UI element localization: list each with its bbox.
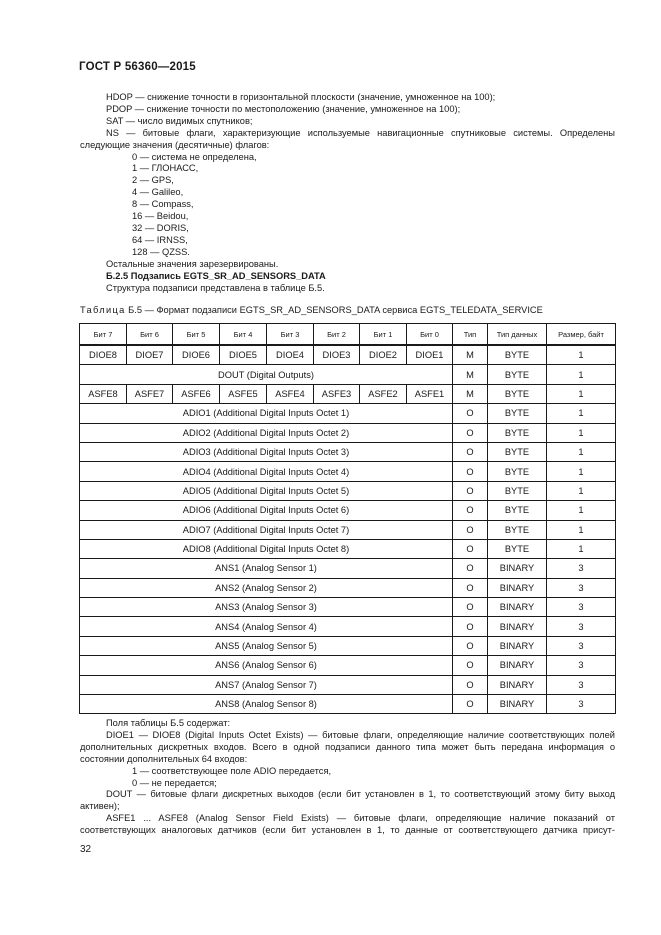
header-cell: Тип данных <box>488 324 547 346</box>
pdop-definition: PDOP — снижение точности по местоположению (значение, умноженное на 100); <box>106 103 461 114</box>
size-cell: 1 <box>547 539 616 558</box>
data-type-cell: BINARY <box>488 695 547 714</box>
bit-cell: ASFE4 <box>267 384 314 403</box>
table-row <box>80 636 616 655</box>
data-type-cell: BYTE <box>488 345 547 365</box>
size-cell: 1 <box>547 423 616 442</box>
table-row <box>80 675 616 694</box>
fields-description <box>80 718 615 837</box>
flag-value-item: 2 — GPS, <box>132 175 174 186</box>
field-cell: ANS2 (Analog Sensor 2) <box>80 578 453 597</box>
data-type-cell: BYTE <box>488 501 547 520</box>
section-heading: Б.2.5 Подзапись EGTS_SR_AD_SENSORS_DATA <box>106 270 326 281</box>
size-cell: 3 <box>547 617 616 636</box>
field-cell: ANS1 (Analog Sensor 1) <box>80 559 453 578</box>
table-row <box>80 404 616 423</box>
dioe-definition: DIOE1 — DIOE8 (Digital Inputs Octet Exists) — битовые флаги, определяющие наличие соответствующих полей дополнительных дискретных входов. Всего в одной подзаписи данного типа может быть передана информация о состоянии дополнительных 64 входов: <box>80 729 615 764</box>
dout-definition: DOUT — битовые флаги дискретных выходов (если бит установлен в 1, то соответствующий этому биту выход активен); <box>80 789 615 812</box>
flag-value-item: 4 — Galileo, <box>132 187 184 198</box>
type-cell: O <box>453 462 488 481</box>
data-type-cell: BINARY <box>488 617 547 636</box>
table-row <box>80 442 616 461</box>
bit-cell: ASFE7 <box>127 384 173 403</box>
type-cell: O <box>453 404 488 423</box>
flag-value-item: 16 — Beidou, <box>132 211 189 222</box>
header-cell: Бит 2 <box>314 324 360 346</box>
data-type-cell: BYTE <box>488 462 547 481</box>
bit-cell: DIOE7 <box>127 345 173 365</box>
header-cell: Бит 0 <box>407 324 453 346</box>
table-caption-prefix: Таблица <box>80 305 126 315</box>
type-cell: O <box>453 675 488 694</box>
bit-cell: DIOE8 <box>80 345 127 365</box>
type-cell: O <box>453 559 488 578</box>
data-type-cell: BYTE <box>488 384 547 403</box>
data-type-cell: BINARY <box>488 559 547 578</box>
header-cell: Тип <box>453 324 488 346</box>
size-cell: 1 <box>547 442 616 461</box>
type-cell: O <box>453 481 488 500</box>
header-cell: Бит 3 <box>267 324 314 346</box>
field-cell: ANS3 (Analog Sensor 3) <box>80 598 453 617</box>
field-cell: ANS8 (Analog Sensor 8) <box>80 695 453 714</box>
table-row <box>80 501 616 520</box>
size-cell: 1 <box>547 520 616 539</box>
intro-block <box>80 92 615 294</box>
table-header-row <box>80 324 616 346</box>
data-type-cell: BINARY <box>488 578 547 597</box>
type-cell: O <box>453 656 488 675</box>
header-cell: Бит 6 <box>127 324 173 346</box>
type-cell: O <box>453 442 488 461</box>
document-header: ГОСТ Р 56360—2015 <box>79 61 196 73</box>
table-caption <box>80 305 543 315</box>
type-cell: O <box>453 617 488 636</box>
size-cell: 3 <box>547 695 616 714</box>
field-cell: ADIO8 (Additional Digital Inputs Octet 8) <box>80 539 453 558</box>
data-type-cell: BINARY <box>488 598 547 617</box>
data-type-cell: BINARY <box>488 675 547 694</box>
flag-value-item: 1 — ГЛОНАСС, <box>132 163 199 174</box>
reserved-note: Остальные значения зарезервированы. <box>106 258 279 269</box>
field-cell: DOUT (Digital Outputs) <box>80 365 453 384</box>
field-cell: ADIO2 (Additional Digital Inputs Octet 2) <box>80 423 453 442</box>
data-type-cell: BYTE <box>488 442 547 461</box>
size-cell: 1 <box>547 481 616 500</box>
table-row <box>80 617 616 636</box>
bit-cell: ASFE8 <box>80 384 127 403</box>
field-cell: ADIO1 (Additional Digital Inputs Octet 1) <box>80 404 453 423</box>
subrecord-format-table <box>79 323 616 714</box>
size-cell: 1 <box>547 365 616 384</box>
bit-cell: ASFE5 <box>220 384 267 403</box>
table-row <box>80 656 616 675</box>
table-row <box>80 365 616 384</box>
field-cell: ANS5 (Analog Sensor 5) <box>80 636 453 655</box>
flag-values-list <box>80 152 615 259</box>
bit-cell: ASFE6 <box>173 384 220 403</box>
header-cell: Бит 4 <box>220 324 267 346</box>
size-cell: 3 <box>547 636 616 655</box>
data-type-cell: BYTE <box>488 365 547 384</box>
flag-value-item: 64 — IRNSS, <box>132 234 188 245</box>
field-cell: ADIO3 (Additional Digital Inputs Octet 3) <box>80 442 453 461</box>
flag-value-item: 0 — система не определена, <box>132 151 257 162</box>
type-cell: O <box>453 578 488 597</box>
field-cell: ANS6 (Analog Sensor 6) <box>80 656 453 675</box>
type-cell: M <box>453 384 488 403</box>
table-row <box>80 598 616 617</box>
bit-cell: ASFE2 <box>360 384 407 403</box>
header-cell: Размер, байт <box>547 324 616 346</box>
size-cell: 3 <box>547 578 616 597</box>
flag-value-item: 32 — DORIS, <box>132 222 189 233</box>
table-row <box>80 384 616 403</box>
type-cell: M <box>453 365 488 384</box>
bit-cell: DIOE1 <box>407 345 453 365</box>
table-row <box>80 462 616 481</box>
field-cell: ADIO7 (Additional Digital Inputs Octet 7) <box>80 520 453 539</box>
field-cell: ANS4 (Analog Sensor 4) <box>80 617 453 636</box>
size-cell: 1 <box>547 501 616 520</box>
structure-note: Структура подзаписи представлена в таблице Б.5. <box>106 282 325 293</box>
size-cell: 1 <box>547 384 616 403</box>
table-row <box>80 695 616 714</box>
table-row <box>80 578 616 597</box>
data-type-cell: BYTE <box>488 520 547 539</box>
bit-cell: DIOE4 <box>267 345 314 365</box>
data-type-cell: BYTE <box>488 481 547 500</box>
bit-cell: ASFE1 <box>407 384 453 403</box>
type-cell: O <box>453 539 488 558</box>
table-row <box>80 345 616 365</box>
field-cell: ADIO5 (Additional Digital Inputs Octet 5) <box>80 481 453 500</box>
flag-value-item: 128 — QZSS. <box>132 246 190 257</box>
table-row <box>80 520 616 539</box>
data-type-cell: BYTE <box>488 423 547 442</box>
type-cell: O <box>453 520 488 539</box>
field-cell: ADIO6 (Additional Digital Inputs Octet 6) <box>80 501 453 520</box>
field-cell: ANS7 (Analog Sensor 7) <box>80 675 453 694</box>
data-type-cell: BYTE <box>488 404 547 423</box>
sat-definition: SAT — число видимых спутников; <box>106 115 253 126</box>
type-cell: O <box>453 423 488 442</box>
size-cell: 1 <box>547 462 616 481</box>
data-type-cell: BYTE <box>488 539 547 558</box>
table-row <box>80 481 616 500</box>
header-cell: Бит 1 <box>360 324 407 346</box>
page-number: 32 <box>80 844 92 855</box>
table-row <box>80 559 616 578</box>
size-cell: 1 <box>547 345 616 365</box>
bit-cell: DIOE3 <box>314 345 360 365</box>
ns-definition: NS — битовые флаги, характеризующие используемые навигационные спутниковые системы. Определены следующие значения (десятичные) флагов: <box>80 127 615 150</box>
size-cell: 3 <box>547 559 616 578</box>
header-cell: Бит 7 <box>80 324 127 346</box>
bit-cell: DIOE6 <box>173 345 220 365</box>
type-cell: O <box>453 636 488 655</box>
bit-cell: DIOE5 <box>220 345 267 365</box>
type-cell: O <box>453 501 488 520</box>
asfe-definition: ASFE1 ... ASFE8 (Analog Sensor Field Exists) — битовые флаги, определяющие наличие показаний от соответствующих аналоговых датчиков (если бит установлен в 1, то данные от соответствующего датчика присут- <box>80 813 615 836</box>
flag-value-item: 8 — Compass, <box>132 199 194 210</box>
bit-cell: DIOE2 <box>360 345 407 365</box>
type-cell: M <box>453 345 488 365</box>
hdop-definition: HDOP — снижение точности в горизонтальной плоскости (значение, умноженное на 100); <box>106 92 496 102</box>
header-cell: Бит 5 <box>173 324 220 346</box>
bit-cell: ASFE3 <box>314 384 360 403</box>
size-cell: 3 <box>547 598 616 617</box>
size-cell: 3 <box>547 675 616 694</box>
table-row <box>80 539 616 558</box>
table-row <box>80 423 616 442</box>
size-cell: 3 <box>547 656 616 675</box>
dioe-value-1: 1 — соответствующее поле ADIO передается, <box>132 765 332 776</box>
size-cell: 1 <box>547 404 616 423</box>
data-type-cell: BINARY <box>488 656 547 675</box>
table-caption-text: Б.5 — Формат подзаписи EGTS_SR_AD_SENSORS_DATA сервиса EGTS_TELEDATA_SERVICE <box>125 305 543 315</box>
fields-intro: Поля таблицы Б.5 содержат: <box>106 718 231 728</box>
type-cell: O <box>453 695 488 714</box>
dioe-value-0: 0 — не передается; <box>132 777 217 788</box>
type-cell: O <box>453 598 488 617</box>
field-cell: ADIO4 (Additional Digital Inputs Octet 4) <box>80 462 453 481</box>
data-type-cell: BINARY <box>488 636 547 655</box>
